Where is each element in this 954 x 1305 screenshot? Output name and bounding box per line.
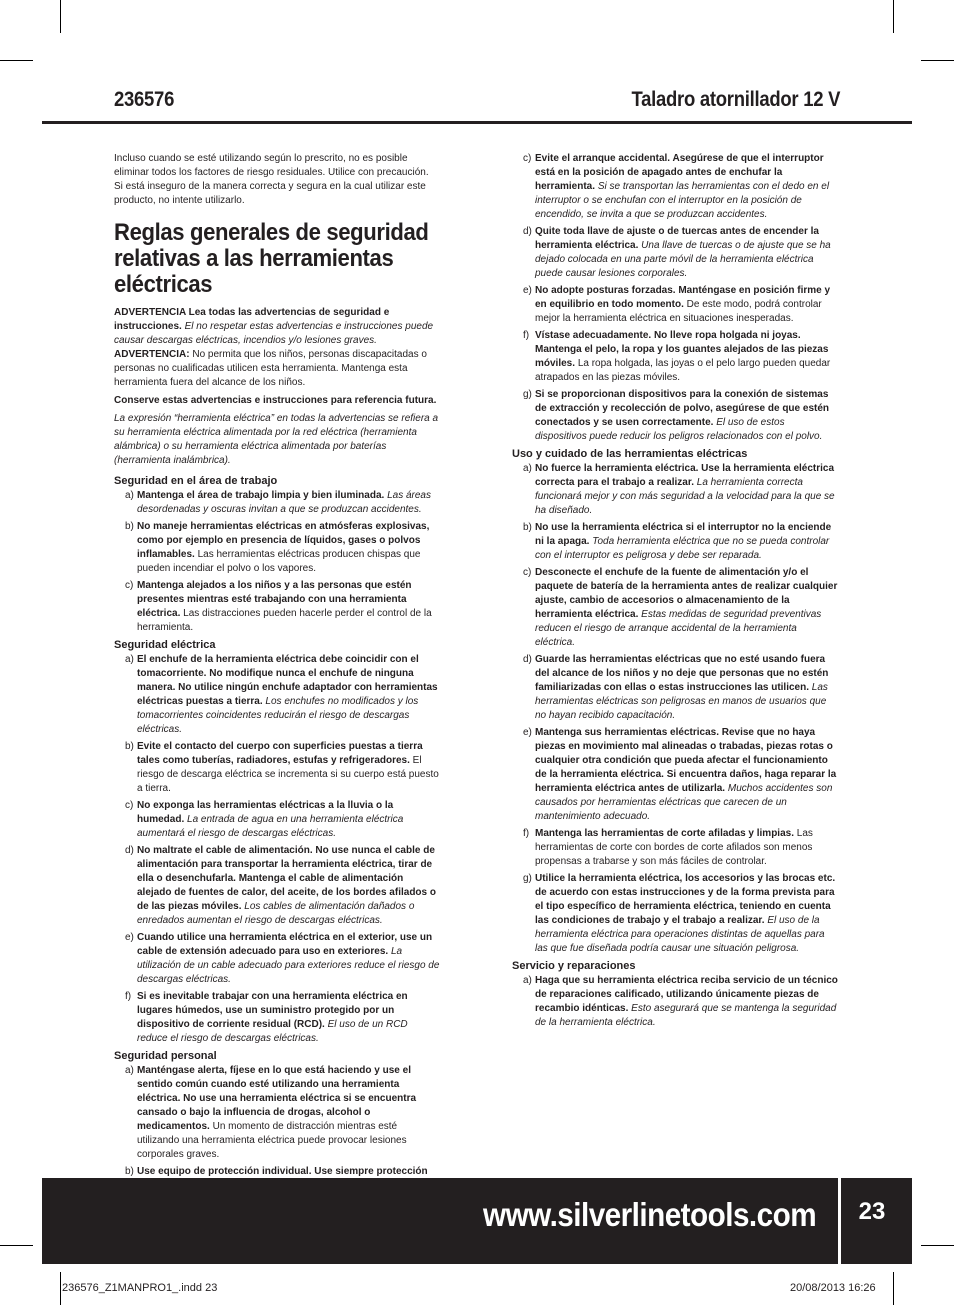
item-letter: f) [125,991,132,1002]
footer-bar [42,1178,912,1264]
left-sections [114,474,440,1235]
item-bold: Utilice la herramienta eléctrica, los accesorios y las brocas etc. de acuerdo con estas instrucciones y de la forma prevista para el tipo específico de herramienta eléctrica, teniendo en cuenta las condiciones de trabajo y el trabajo a realizar. [535,873,836,926]
warning-2 [114,348,440,390]
item-letter: a) [125,654,134,665]
item-letter: b) [523,522,532,533]
item-letter: g) [523,389,532,400]
subsection-title: Servicio y reparaciones [512,960,636,972]
list-item [114,799,440,841]
header-rule [42,121,912,124]
item-bold: Mantenga las herramientas de corte afiladas y limpias. [535,828,794,839]
item-bold: Evite el arranque accidental. Asegúrese de que el interruptor está en la posición de apagado antes de enchufar la herramienta. [535,153,824,192]
item-italic: Las áreas desordenadas y oscuras invitan a que se produzcan accidentes. [137,490,431,515]
item-letter: c) [523,567,532,578]
item-letter: c) [125,800,134,811]
intro-paragraph: Incluso cuando se esté utilizando según lo prescrito, no es posible eliminar todos los factores de riesgo residuales. Utilice con precaución. Si está inseguro de la manera correcta y segura en la cual utilizar este producto, no intente utilizarlo. [114,153,429,206]
subsection-title: Seguridad eléctrica [114,639,216,651]
item-letter: b) [125,741,134,752]
item-letter: c) [125,580,134,591]
left-column [114,152,440,1238]
item-italic: El uso de un RCD reduce el riesgo de descargas eléctricas. [137,1019,408,1044]
crop-mark [0,60,33,61]
list-item [512,872,838,956]
list-item [114,844,440,928]
item-bold: Guarde las herramientas eléctricas que no esté usando fuera del alcance de los niños y no deje que personas que no estén familiarizadas con ellas o estas instrucciones las utilicen. [535,654,829,693]
item-bold: Manténgase alerta, fíjese en lo que está haciendo y use el sentido común cuando esté utilizando una herramienta eléctrica. No use una herramienta eléctrica si se encuentra cansado o bajo la influencia de drogas, alcohol o medicamentos. [137,1065,417,1132]
warning-1-italic: El no respetar estas advertencias e instrucciones puede causar descargas eléctricas, incendios y/o lesiones graves. [114,321,434,346]
item-italic: Muchos accidentes son causados por herramientas eléctricas que carecen de un mantenimiento adecuado. [535,783,833,822]
item-text: Un momento de distracción mientras esté utilizando una herramienta eléctrica puede provocar lesiones corporales graves. [137,1121,407,1160]
item-italic: Las herramientas eléctricas son peligrosas en manos de usuarios que no hayan recibido capacitación. [535,682,828,721]
list-item [114,1064,440,1162]
item-italic: Estas medidas de seguridad preventivas reducen el riesgo de arranque accidental de la herramienta eléctrica. [535,609,822,648]
item-bold: Cuando utilice una herramienta eléctrica en el exterior, use un cable de extensión adecuado para uso en exteriores. [137,932,433,957]
crop-mark [893,1272,894,1305]
subsection-items [512,462,838,956]
list-item [512,521,838,563]
item-letter: g) [523,873,532,884]
item-text: La ropa holgada, las joyas o el pelo largo pueden quedar atrapados en las piezas móviles. [535,358,831,383]
list-item [114,489,440,517]
page-header [42,88,912,124]
section-heading: Reglas generales de seguridad relativas a las herramientas eléctricas [114,219,429,298]
item-letter: d) [523,654,532,665]
list-item [512,462,838,518]
list-item [114,990,440,1046]
crop-mark [60,0,61,33]
item-letter: f) [523,828,530,839]
item-bold: Haga que su herramienta eléctrica reciba servicio de un técnico de reparaciones calificado, utilizando únicamente piezas de recambio idénticas. [535,975,838,1014]
item-bold: No adopte posturas forzadas. Manténgase en posición firme y en equilibrio en todo momento. [535,285,831,310]
footer-divider [838,1178,841,1264]
item-letter: d) [125,845,134,856]
right-continued-items [512,152,838,444]
warning-1-bold: ADVERTENCIA Lea todas las advertencias de seguridad e instrucciones. [114,307,390,332]
website-url: www.silverlinetools.com [482,1196,816,1233]
item-bold: No use la herramienta eléctrica si el interruptor no la enciende ni la apaga. [535,522,832,547]
keep-instructions: Conserve estas advertencias e instrucciones para referencia futura. [114,395,437,406]
item-letter: e) [125,932,134,943]
subsection-title: Uso y cuidado de las herramientas eléctricas [512,448,748,460]
item-italic: La utilización de un cable adecuado para exteriores reduce el riesgo de descargas eléctricas. [137,946,440,985]
item-letter: b) [125,521,134,532]
list-item [512,388,838,444]
item-text: Las distracciones pueden hacerle perder el control de la herramienta. [137,608,432,633]
crop-mark [0,1245,33,1246]
subsection-title: Seguridad en el área de trabajo [114,475,278,487]
warning-2-text: No permita que los niños, personas discapacitadas o personas no cualificadas utilicen esta herramienta. Mantenga esta herramienta fuera del alcance de los niños. [114,349,427,388]
page-number: 23 [858,1198,886,1225]
item-letter: a) [523,463,532,474]
item-italic: Esto asegurará que se mantenga la seguridad de la herramienta eléctrica. [535,1003,837,1028]
model-number: 236576 [114,88,175,111]
item-italic: Si se transportan las herramientas con el dedo en el interruptor o se enchufan con el interruptor en la posición de encendido, se invita a que se produzcan accidentes. [535,181,830,220]
item-letter: d) [523,226,532,237]
item-letter: a) [125,490,134,501]
item-bold: Mantenga alejados a los niños y a las personas que estén presentes mientras esté trabajando con una herramienta eléctrica. [137,580,412,619]
definition-paragraph: La expresión “herramienta eléctrica” en todas la advertencias se refiera a su herramienta eléctrica alimentada por la red eléctrica (herramienta alámbrica) o su herramienta eléctrica alimentada por baterías (herramienta inalámbrica). [114,413,439,466]
item-letter: f) [523,330,530,341]
page-title: Taladro atornillador 12 V [631,88,840,111]
slug-filename: 236576_Z1MANPRO1_.indd 23 [62,1282,218,1294]
item-bold: Desconecte el enchufe de la fuente de alimentación y/o el paquete de batería de la herramienta antes de realizar cualquier ajuste, cambio de accesorios o almacenamiento de la herramienta eléctrica. [535,567,838,620]
list-item [114,579,440,635]
crop-mark [60,1272,61,1305]
warning-2-bold: ADVERTENCIA: [114,349,190,360]
subsection-items [114,653,440,1046]
slug-date: 20/08/2013 16:26 [790,1282,876,1294]
subsection-title: Seguridad personal [114,1050,217,1062]
item-bold: No maneje herramientas eléctricas en atmósferas explosivas, como por ejemplo en presencia de líquidos, gases o polvos inflamables. [137,521,430,560]
crop-mark [921,60,954,61]
item-italic: Los enchufes no modificados y los tomacorrientes coincidentes reducirán el riesgo de descargas eléctricas. [137,696,419,735]
item-bold: Vístase adecuadamente. No lleve ropa holgada ni joyas. Mantenga el pelo, la ropa y los guantes alejados de las piezas móviles. [535,330,829,369]
item-bold: Mantenga sus herramientas eléctricas. Revise que no haya piezas en movimiento mal alineadas o trabadas, piezas rotas o cualquier otra condición que pueda afectar el funcionamiento de la herramienta eléctrica. Si encuentra daños, haga reparar la herramienta eléctrica antes de utilizarla. [535,727,837,794]
list-item [114,931,440,987]
item-italic: La herramienta correcta funcionará mejor y con más seguridad a la velocidad para la que se ha diseñado. [535,477,835,516]
item-bold: Si se proporcionan dispositivos para la conexión de sistemas de extracción y recolección de polvo, asegúrese de que estén conectados y se usen correctamente. [535,389,830,428]
subsection-items [512,974,838,1030]
item-bold: No exponga las herramientas eléctricas a la lluvia o la humedad. [137,800,394,825]
item-bold: No fuerce la herramienta eléctrica. Use la herramienta eléctrica correcta para el trabajo a realizar. [535,463,835,488]
list-item [512,827,838,869]
item-italic: Los cables de alimentación dañados o enredados aumentan el riesgo de descargas eléctricas. [137,901,415,926]
item-text: Las herramientas eléctricas producen chispas que pueden incendiar el polvo o los vapores. [137,549,421,574]
right-column [512,152,838,1033]
item-letter: e) [523,727,532,738]
item-text: De este modo, podrá controlar mejor la herramienta eléctrica en situaciones inesperadas. [535,299,822,324]
item-letter: a) [523,975,532,986]
item-letter: e) [523,285,532,296]
subsection-items [114,489,440,635]
item-bold: El enchufe de la herramienta eléctrica debe coincidir con el tomacorriente. No modifique nunca el enchufe de ninguna manera. No utilice ningún enchufe adaptador con herramientas eléctricas puestas a tierra. [137,654,438,707]
item-italic: El uso de estos dispositivos puede reducir los peligros relacionados con el polvo. [535,417,823,442]
item-text: Las herramientas de corte con bordes de corte afilados son menos propensas a trabarse y son más fáciles de controlar. [535,828,813,867]
list-item [512,726,838,824]
list-item [114,520,440,576]
item-italic: La entrada de agua en una herramienta eléctrica aumentará el riesgo de descargas eléctricas. [137,814,404,839]
crop-mark [921,1245,954,1246]
item-letter: b) [125,1166,134,1177]
item-italic: Una llave de tuercas o de ajuste que se ha dejado colocada en una parte móvil de la herramienta eléctrica puede causar lesiones corporales. [535,240,831,279]
item-italic: El uso de la herramienta eléctrica para operaciones distintas de aquellas para las que fue diseñada podría causar une situación peligrosa. [535,915,825,954]
item-bold: Evite el contacto del cuerpo con superficies puestas a tierra tales como tuberías, radiadores, estufas y refrigeradores. [137,741,423,766]
item-letter: c) [523,153,532,164]
item-letter: a) [125,1065,134,1076]
item-italic: Toda herramienta eléctrica que no se pueda controlar con el interruptor es peligrosa y debe ser reparada. [535,536,830,561]
item-bold: Quite toda llave de ajuste o de tuercas antes de encender la herramienta eléctrica. [535,226,819,251]
item-bold: Si es inevitable trabajar con una herramienta eléctrica en lugares húmedos, use un suministro protegido por un dispositivo de corriente residual (RCD). [137,991,408,1030]
list-item [512,152,838,222]
list-item [512,653,838,723]
item-bold: Use equipo de protección individual. Use siempre protección [137,1166,428,1177]
crop-mark [893,0,894,33]
item-bold: No maltrate el cable de alimentación. No use nunca el cable de alimentación para transportar la herramienta eléctrica, tirar de ella o desenchufarla. Mantenga el cable de alimentación alejado de fuentes de calor, del aceite, de los bordes afilados o de las piezas móviles. [137,845,436,912]
warning-1 [114,306,440,348]
list-item [512,329,838,385]
right-sections [512,447,838,1030]
list-item [512,225,838,281]
list-item [114,653,440,737]
item-bold: Mantenga el área de trabajo limpia y bien iluminada. [137,490,385,501]
list-item [512,566,838,650]
item-text: El riesgo de descarga eléctrica se incrementa si su cuerpo está puesto a tierra. [137,755,439,794]
list-item [512,974,838,1030]
list-item [114,740,440,796]
list-item [512,284,838,326]
